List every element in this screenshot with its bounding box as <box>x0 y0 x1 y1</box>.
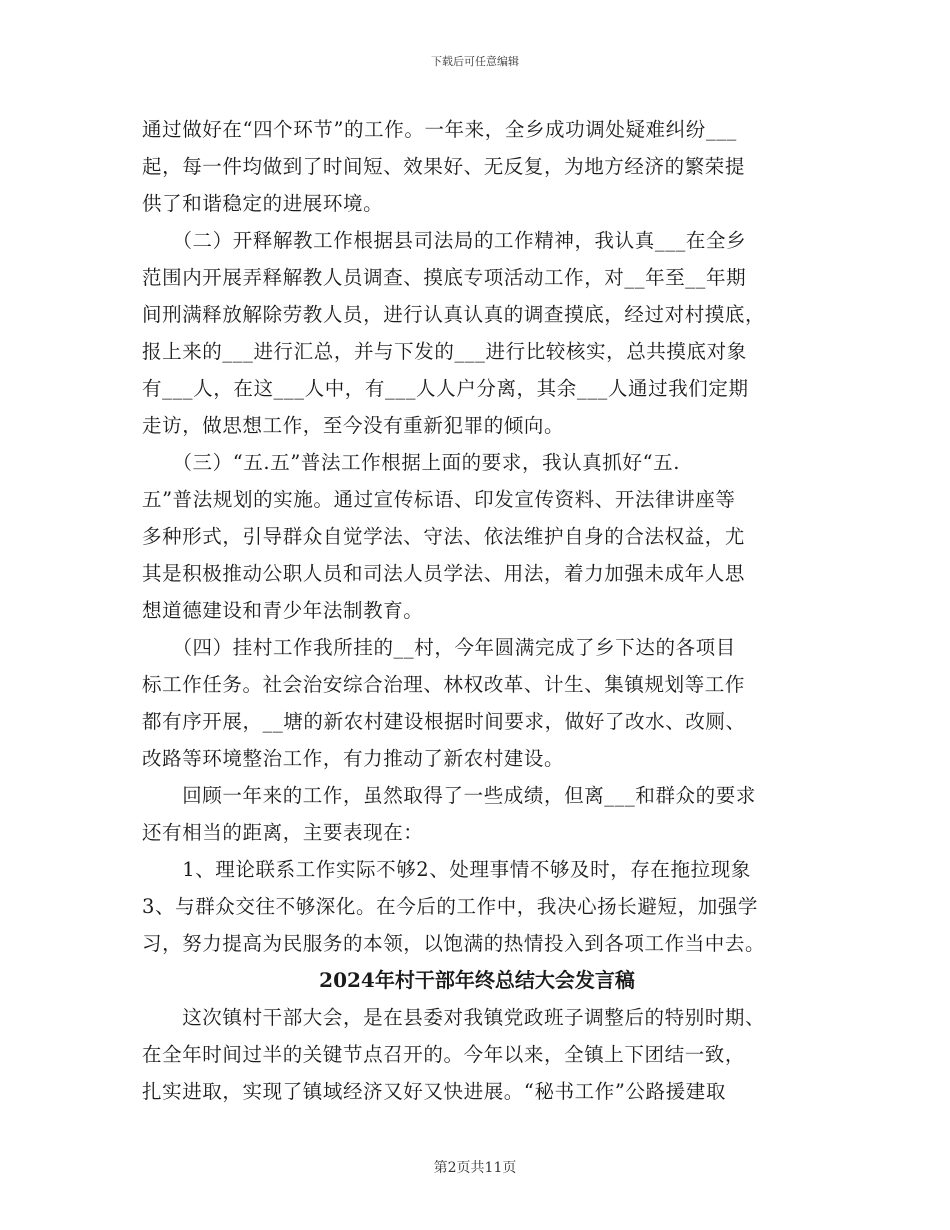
body-line: 1、理论联系工作实际不够2、处理事情不够及时，存在拖拉现象 <box>142 858 751 881</box>
body-line: （四）挂村工作我所挂的__村，今年圆满完成了乡下达的各项目 <box>142 636 736 659</box>
body-line: 间刑满释放解除劳教人员，进行认真认真的调查摸底，经过对村摸底， <box>142 303 766 326</box>
body-line: （三）“五.五”普法工作根据上面的要求，我认真抓好“五. <box>142 451 681 474</box>
body-line: 起，每一件均做到了时间短、效果好、无反复，为地方经济的繁荣提 <box>142 155 746 178</box>
body-line: 习，努力提高为民服务的本领，以饱满的热情投入到各项工作当中去。 <box>142 932 766 955</box>
body-line: 还有相当的距离，主要表现在： <box>142 821 424 844</box>
body-line: 有___人，在这___人中，有___人人户分离，其余___人通过我们定期 <box>142 377 749 400</box>
section-title: 2024年村干部年终总结大会发言稿 <box>319 968 635 992</box>
page-header: 下载后可任意编辑 <box>431 55 519 68</box>
body-line: 都有序开展，__塘的新农村建设根据时间要求，做好了改水、改厕、 <box>142 710 746 733</box>
body-line: 回顾一年来的工作，虽然取得了一些成绩，但离___和群众的要求 <box>142 784 756 807</box>
document-body <box>142 111 812 1110</box>
body-line: 走访，做思想工作，至今没有重新犯罪的倾向。 <box>142 414 565 437</box>
body-line: 多种形式，引导群众自觉学法、守法、依法维护自身的合法权益，尤 <box>142 525 746 548</box>
body-line: 通过做好在“四个环节”的工作。一年来，全乡成功调处疑难纠纷___ <box>142 118 737 141</box>
body-line: 这次镇村干部大会，是在县委对我镇党政班子调整后的特别时期、 <box>142 1006 766 1029</box>
body-line: 范围内开展弄释解教人员调查、摸底专项活动工作，对__年至__年期 <box>142 266 747 289</box>
body-line: 改路等环境整治工作，有力推动了新农村建设。 <box>142 747 565 770</box>
body-line: 其是积极推动公职人员和司法人员学法、用法，着力加强未成年人思 <box>142 562 746 585</box>
page-number: 第2页共11页 <box>433 1160 517 1176</box>
body-line: 五”普法规划的实施。通过宣传标语、印发宣传资料、开法律讲座等 <box>142 488 736 511</box>
body-line: （二）开释解教工作根据县司法局的工作精神，我认真___在全乡 <box>142 229 747 252</box>
body-line: 扎实进取，实现了镇域经济又好又快进展。“秘书工作”公路援建取 <box>142 1080 726 1103</box>
body-line: 3、与群众交往不够深化。在今后的工作中，我决心扬长避短，加强学 <box>142 895 759 918</box>
body-line: 报上来的___进行汇总，并与下发的___进行比较核实，总共摸底对象 <box>142 340 747 363</box>
body-line: 想道德建设和青少年法制教育。 <box>142 599 424 622</box>
body-line: 标工作任务。社会治安综合治理、林权改革、计生、集镇规划等工作 <box>142 673 746 696</box>
body-line: 供了和谐稳定的进展环境。 <box>142 192 384 215</box>
body-line: 在全年时间过半的关键节点召开的。今年以来，全镇上下团结一致， <box>142 1043 746 1066</box>
